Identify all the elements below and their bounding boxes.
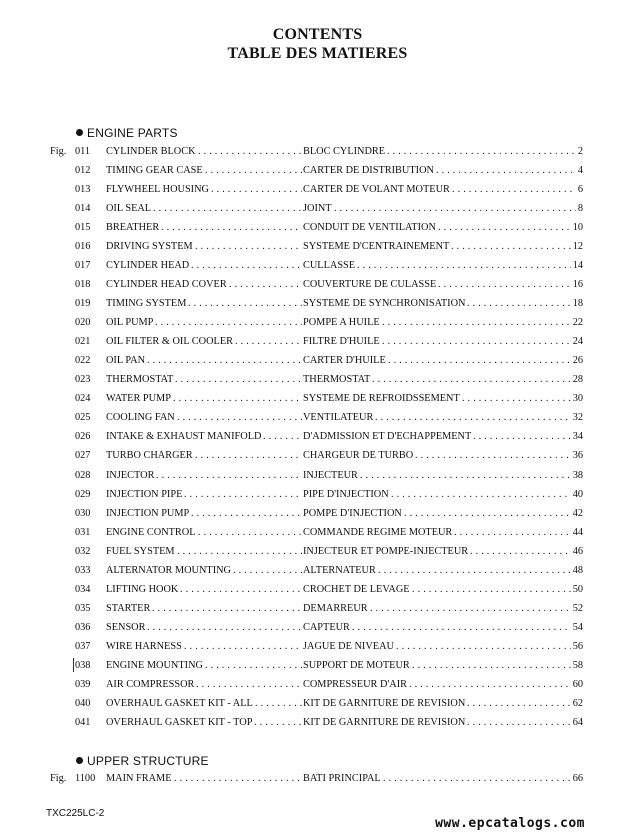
toc-row[interactable] [0, 506, 635, 522]
toc-row[interactable] [0, 677, 635, 693]
toc-row[interactable] [0, 448, 635, 464]
english-title: TURBO CHARGER [106, 450, 193, 461]
english-title: FLYWHEEL HOUSING [106, 184, 209, 195]
leader-dots [382, 334, 571, 350]
page-number: 48 [572, 565, 583, 576]
figure-number: 016 [75, 241, 91, 252]
leader-dots [396, 639, 571, 655]
toc-row[interactable] [0, 334, 635, 350]
french-title: BLOC CYLINDRE [303, 146, 386, 157]
leader-dots [233, 563, 302, 579]
french-title: PIPE D'INJECTION [303, 489, 389, 500]
leader-dots [184, 487, 302, 503]
french-title: KIT DE GARNITURE DE REVISION [303, 717, 466, 728]
toc-row[interactable] [0, 391, 635, 407]
leader-dots [391, 487, 571, 503]
leader-dots [177, 410, 302, 426]
english-title: OIL PUMP [106, 317, 154, 328]
margin-mark [73, 658, 74, 672]
leader-dots [254, 715, 302, 731]
english-title: CYLINDER BLOCK [106, 146, 196, 157]
figure-number: 015 [75, 222, 91, 233]
page-number: 36 [572, 450, 583, 461]
toc-row[interactable] [0, 429, 635, 445]
leader-dots [378, 563, 571, 579]
french-title: CHARGEUR DE TURBO [303, 450, 414, 461]
page-number: 2 [577, 146, 583, 157]
page-number: 4 [577, 165, 583, 176]
leader-dots [467, 715, 571, 731]
figure-number: 013 [75, 184, 91, 195]
english-title: FUEL SYSTEM [106, 546, 175, 557]
toc-row[interactable] [0, 771, 635, 787]
french-title: JAGUE DE NIVEAU [303, 641, 394, 652]
toc-row[interactable] [0, 277, 635, 293]
english-title: TIMING SYSTEM [106, 298, 187, 309]
figure-number: 037 [75, 641, 91, 652]
english-title: MAIN FRAME [106, 773, 172, 784]
french-title: CARTER DE VOLANT MOTEUR [303, 184, 450, 195]
title-contents: CONTENTS [272, 26, 363, 43]
page-number: 56 [572, 641, 583, 652]
english-title: TIMING GEAR CASE [106, 165, 203, 176]
page-number: 60 [572, 679, 583, 690]
figure-number: 041 [75, 717, 91, 728]
figure-number: 027 [75, 450, 91, 461]
toc-row[interactable] [0, 620, 635, 636]
fig-label: Fig. [50, 146, 67, 157]
page-number: 40 [572, 489, 583, 500]
french-title: ALTERNATEUR [303, 565, 376, 576]
figure-number: 020 [75, 317, 91, 328]
toc-row[interactable] [0, 372, 635, 388]
page-number: 24 [572, 336, 583, 347]
title-table-des-matieres: TABLE DES MATIERES [227, 45, 408, 62]
page-number: 38 [572, 470, 583, 481]
leader-dots [412, 582, 571, 598]
toc-row[interactable] [0, 696, 635, 712]
french-title: VENTILATEUR [303, 412, 374, 423]
leader-dots [263, 429, 302, 445]
leader-dots [388, 353, 571, 369]
english-title: STARTER [106, 603, 151, 614]
leader-dots [147, 353, 302, 369]
fig-label: Fig. [50, 773, 67, 784]
page-number: 58 [572, 660, 583, 671]
leader-dots [188, 296, 302, 312]
figure-number: 024 [75, 393, 91, 404]
page-number: 26 [572, 355, 583, 366]
leader-dots [205, 163, 302, 179]
french-title: CARTER DE DISTRIBUTION [303, 165, 434, 176]
leader-dots [152, 601, 302, 617]
leader-dots [174, 771, 302, 787]
leader-dots [387, 144, 576, 160]
english-title: OIL SEAL [106, 203, 152, 214]
toc-row[interactable] [0, 353, 635, 369]
page-number: 42 [572, 508, 583, 519]
leader-dots [196, 677, 302, 693]
english-title: AIR COMPRESSOR [106, 679, 195, 690]
toc-row[interactable] [0, 296, 635, 312]
english-title: OVERHAUL GASKET KIT - TOP [106, 717, 253, 728]
page-number: 32 [572, 412, 583, 423]
figure-number: 025 [75, 412, 91, 423]
leader-dots [191, 258, 302, 274]
bullet-icon [76, 129, 83, 136]
english-title: INJECTION PIPE [106, 489, 183, 500]
figure-number: 035 [75, 603, 91, 614]
figure-number: 032 [75, 546, 91, 557]
french-title: KIT DE GARNITURE DE REVISION [303, 698, 466, 709]
figure-number: 033 [75, 565, 91, 576]
leader-dots [235, 334, 302, 350]
leader-dots [334, 201, 576, 217]
leader-dots [382, 315, 571, 331]
english-title: INJECTION PUMP [106, 508, 190, 519]
page-number: 46 [572, 546, 583, 557]
french-title: SYSTEME DE REFROIDSSEMENT [303, 393, 460, 404]
footer-model: TXC225LC-2 [46, 808, 105, 819]
french-title: DEMARREUR [303, 603, 368, 614]
section-heading [76, 126, 178, 140]
toc-row[interactable] [0, 258, 635, 274]
leader-dots [467, 696, 571, 712]
figure-number: 011 [75, 146, 91, 157]
page-number: 64 [572, 717, 583, 728]
toc-row[interactable] [0, 163, 635, 179]
leader-dots [452, 182, 576, 198]
page-number: 34 [572, 431, 583, 442]
leader-dots [404, 506, 571, 522]
toc-row[interactable] [0, 487, 635, 503]
page-number: 30 [572, 393, 583, 404]
leader-dots [147, 620, 302, 636]
leader-dots [470, 544, 571, 560]
toc-row[interactable] [0, 410, 635, 426]
leader-dots [454, 525, 571, 541]
leader-dots [198, 144, 302, 160]
leader-dots [195, 448, 302, 464]
bullet-icon [76, 757, 83, 764]
english-title: INTAKE & EXHAUST MANIFOLD [106, 431, 262, 442]
section-heading-label: UPPER STRUCTURE [87, 754, 209, 768]
french-title: INJECTEUR ET POMPE-INJECTEUR [303, 546, 469, 557]
english-title: BREATHER [106, 222, 160, 233]
english-title: CYLINDER HEAD [106, 260, 190, 271]
english-title: OIL FILTER & OIL COOLER [106, 336, 233, 347]
english-title: DRIVING SYSTEM [106, 241, 193, 252]
french-title: CONDUIT DE VENTILATION [303, 222, 436, 233]
french-title: COMPRESSEUR D'AIR [303, 679, 407, 690]
english-title: CYLINDER HEAD COVER [106, 279, 227, 290]
leader-dots [191, 506, 302, 522]
english-title: OIL PAN [106, 355, 146, 366]
figure-number: 018 [75, 279, 91, 290]
figure-number: 038 [75, 660, 91, 671]
leader-dots [372, 372, 571, 388]
english-title: ALTERNATOR MOUNTING [106, 565, 231, 576]
toc-row[interactable] [0, 468, 635, 484]
figure-number: 040 [75, 698, 91, 709]
leader-dots [255, 696, 302, 712]
page-number: 50 [572, 584, 583, 595]
toc-row[interactable] [0, 144, 635, 160]
leader-dots [211, 182, 302, 198]
toc-row[interactable] [0, 220, 635, 236]
leader-dots [375, 410, 571, 426]
french-title: POMPE A HUILE [303, 317, 380, 328]
figure-number: 028 [75, 470, 91, 481]
leader-dots [436, 163, 576, 179]
english-title: WIRE HARNESS [106, 641, 182, 652]
toc-row[interactable] [0, 658, 635, 674]
leader-dots [462, 391, 571, 407]
page-number: 14 [572, 260, 583, 271]
leader-dots [161, 220, 302, 236]
french-title: INJECTEUR [303, 470, 358, 481]
french-title: CROCHET DE LEVAGE [303, 584, 410, 595]
toc-row[interactable] [0, 544, 635, 560]
figure-number: 014 [75, 203, 91, 214]
french-title: CULLASSE [303, 260, 356, 271]
toc-row[interactable] [0, 315, 635, 331]
leader-dots [352, 620, 571, 636]
figure-number: 034 [75, 584, 91, 595]
figure-number: 023 [75, 374, 91, 385]
page-number: 22 [572, 317, 583, 328]
french-title: POMPE D'INJECTION [303, 508, 402, 519]
figure-number: 1100 [75, 773, 96, 784]
leader-dots [451, 239, 571, 255]
page-number: 10 [572, 222, 583, 233]
figure-number: 012 [75, 165, 91, 176]
english-title: LIFTING HOOK [106, 584, 179, 595]
toc-row[interactable] [0, 715, 635, 731]
french-title: COMMANDE REGIME MOTEUR [303, 527, 453, 538]
french-title: JOINT [303, 203, 332, 214]
leader-dots [184, 639, 302, 655]
section-heading-label: ENGINE PARTS [87, 126, 178, 140]
leader-dots [357, 258, 571, 274]
leader-dots [180, 582, 302, 598]
leader-dots [229, 277, 302, 293]
page-number: 8 [577, 203, 583, 214]
leader-dots [370, 601, 571, 617]
leader-dots [173, 391, 302, 407]
french-title: CARTER D'HUILE [303, 355, 386, 366]
section-heading [76, 754, 209, 768]
leader-dots [412, 658, 571, 674]
figure-number: 021 [75, 336, 91, 347]
leader-dots [473, 429, 571, 445]
page-number: 66 [572, 773, 583, 784]
toc-row[interactable] [0, 239, 635, 255]
figure-number: 029 [75, 489, 91, 500]
french-title: FILTRE D'HUILE [303, 336, 380, 347]
page-number: 62 [572, 698, 583, 709]
toc-row[interactable] [0, 201, 635, 217]
figure-number: 036 [75, 622, 91, 633]
page-number: 6 [577, 184, 583, 195]
leader-dots [383, 771, 571, 787]
leader-dots [153, 201, 302, 217]
leader-dots [195, 239, 302, 255]
leader-dots [205, 658, 302, 674]
figure-number: 022 [75, 355, 91, 366]
french-title: THERMOSTAT [303, 374, 371, 385]
english-title: OVERHAUL GASKET KIT - ALL [106, 698, 253, 709]
leader-dots [409, 677, 571, 693]
leader-dots [415, 448, 571, 464]
figure-number: 019 [75, 298, 91, 309]
english-title: ENGINE CONTROL [106, 527, 196, 538]
page-number: 44 [572, 527, 583, 538]
english-title: SENSOR [106, 622, 146, 633]
english-title: COOLING FAN [106, 412, 175, 423]
toc-row[interactable] [0, 639, 635, 655]
english-title: ENGINE MOUNTING [106, 660, 203, 671]
leader-dots [360, 468, 571, 484]
page-number: 54 [572, 622, 583, 633]
english-title: INJECTOR [106, 470, 155, 481]
page-number: 28 [572, 374, 583, 385]
page-number: 16 [572, 279, 583, 290]
leader-dots [438, 277, 571, 293]
figure-number: 017 [75, 260, 91, 271]
english-title: WATER PUMP [106, 393, 171, 404]
toc-row[interactable] [0, 182, 635, 198]
french-title: SUPPORT DE MOTEUR [303, 660, 410, 671]
leader-dots [155, 315, 302, 331]
footer-site: www.epcatalogs.com [435, 816, 585, 831]
french-title: BATI PRINCIPAL [303, 773, 381, 784]
french-title: COUVERTURE DE CULASSE [303, 279, 437, 290]
french-title: CAPTEUR [303, 622, 350, 633]
french-title: SYSTEME D'CENTRAINEMENT [303, 241, 450, 252]
leader-dots [177, 544, 302, 560]
page-number: 12 [572, 241, 583, 252]
leader-dots [438, 220, 571, 236]
french-title: D'ADMISSION ET D'ECHAPPEMENT [303, 431, 472, 442]
figure-number: 026 [75, 431, 91, 442]
leader-dots [198, 525, 302, 541]
toc-row[interactable] [0, 525, 635, 541]
page-number: 18 [572, 298, 583, 309]
figure-number: 031 [75, 527, 91, 538]
leader-dots [467, 296, 571, 312]
french-title: SYSTEME DE SYNCHRONISATION [303, 298, 466, 309]
toc-row[interactable] [0, 582, 635, 598]
leader-dots [175, 372, 302, 388]
figure-number: 039 [75, 679, 91, 690]
toc-row[interactable] [0, 563, 635, 579]
figure-number: 030 [75, 508, 91, 519]
english-title: THERMOSTAT [106, 374, 174, 385]
toc-row[interactable] [0, 601, 635, 617]
leader-dots [156, 468, 302, 484]
page-number: 52 [572, 603, 583, 614]
